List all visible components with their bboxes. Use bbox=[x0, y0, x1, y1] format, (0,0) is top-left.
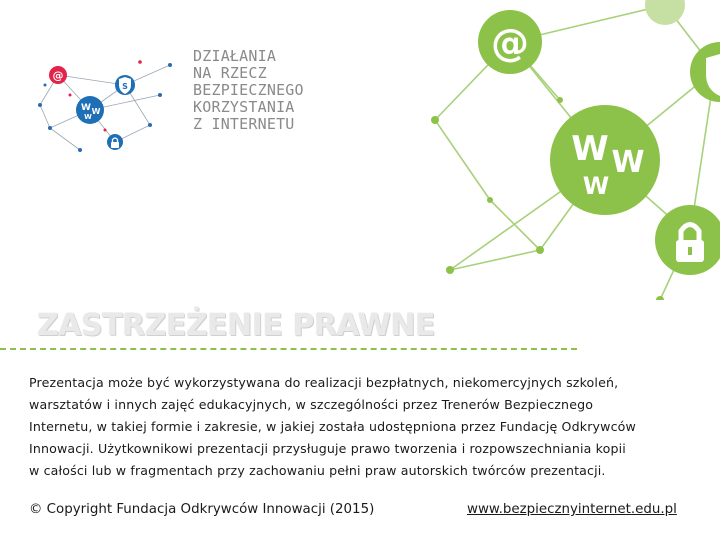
decorative-network-graphic bbox=[430, 0, 720, 300]
www-icon bbox=[76, 96, 104, 124]
svg-text:W: W bbox=[582, 172, 610, 200]
logo-wordmark bbox=[193, 48, 343, 133]
at-icon bbox=[478, 10, 542, 74]
logo-line: KORZYSTANIA bbox=[193, 98, 295, 116]
svg-text:W: W bbox=[84, 113, 92, 121]
top-node-icon bbox=[645, 0, 685, 25]
svg-text:W: W bbox=[81, 103, 91, 113]
at-icon bbox=[49, 66, 67, 84]
logo-line: DZIAŁANIA bbox=[193, 47, 277, 65]
logo-network-graphic bbox=[30, 50, 190, 160]
svg-text:S: S bbox=[122, 82, 128, 91]
svg-text:@: @ bbox=[52, 69, 64, 82]
body-line: w całości lub w fragmentach przy zachowaniu pełni praw autorskich twórców prezentacji. bbox=[29, 463, 606, 478]
copyright-text: © Copyright Fundacja Odkrywców Innowacji (2015) bbox=[29, 502, 375, 517]
svg-text:W: W bbox=[611, 145, 645, 180]
title-divider bbox=[0, 348, 577, 350]
svg-text:@: @ bbox=[491, 21, 529, 65]
shield-icon bbox=[690, 42, 720, 102]
body-line: Prezentacja może być wykorzystywana do realizacji bezpłatnych, niekomercyjnych szkoleń, bbox=[29, 375, 619, 390]
logo-line: NA RZECZ bbox=[193, 64, 267, 82]
page-title: ZASTRZEŻENIE PRAWNE bbox=[37, 308, 435, 343]
website-link[interactable]: www.bezpiecznyinternet.edu.pl bbox=[467, 502, 677, 517]
logo-line: Z INTERNETU bbox=[193, 115, 295, 133]
svg-text:W: W bbox=[571, 129, 609, 169]
www-icon bbox=[550, 105, 660, 215]
body-line: Innowacji. Użytkownikowi prezentacji przysługuje prawo tworzenia i rozpowszechniania kopii bbox=[29, 441, 626, 456]
svg-text:W: W bbox=[91, 107, 101, 116]
shield-icon bbox=[115, 75, 135, 95]
body-line: warsztatów i innych zajęć edukacyjnych, w szczególności przez Trenerów Bezpiecznego bbox=[29, 397, 594, 412]
disclaimer-body bbox=[29, 372, 719, 482]
logo-line: BEZPIECZNEGO bbox=[193, 81, 304, 99]
body-line: Internetu, w takiej formie i zakresie, w jakiej została udostępniona przez Fundację Odkrywców bbox=[29, 419, 636, 434]
lock-icon bbox=[107, 134, 123, 150]
lock-icon bbox=[655, 205, 720, 275]
